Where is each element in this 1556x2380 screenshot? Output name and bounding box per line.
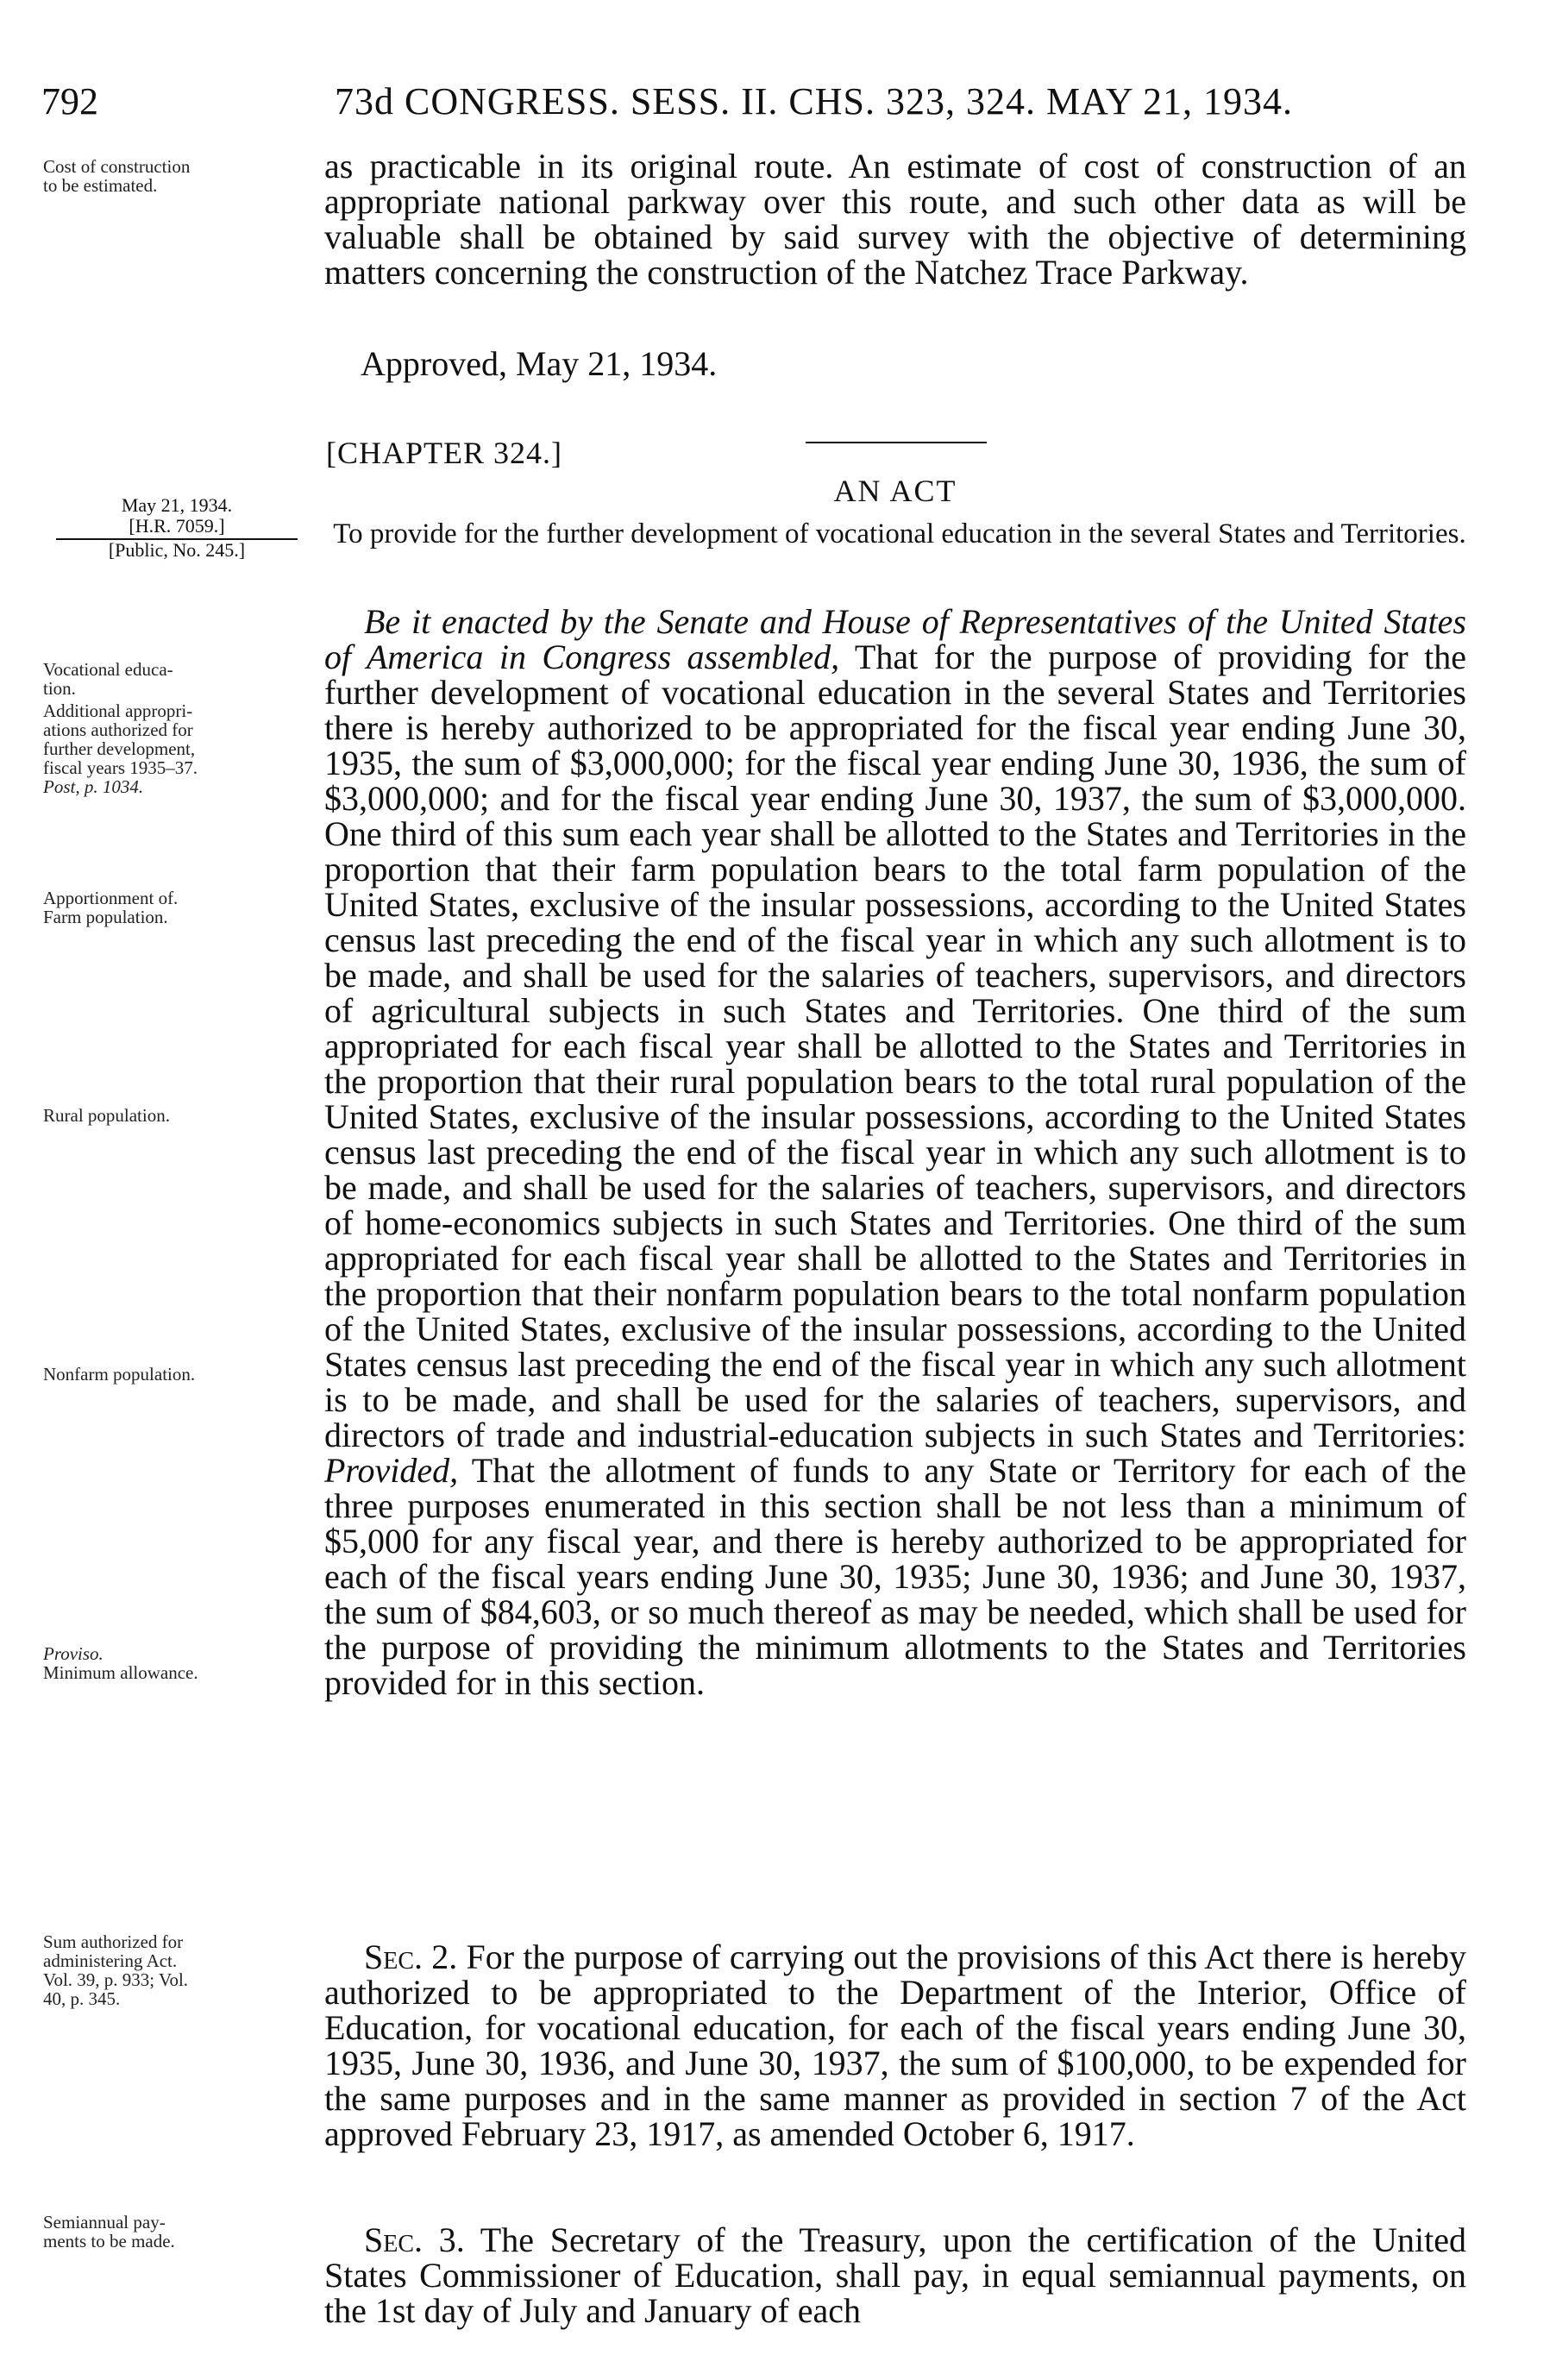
margin-note-nonfarm: Nonfarm population.: [43, 1364, 196, 1385]
page-header: [41, 76, 1465, 128]
section-3-label: Sec. 3.: [364, 2220, 465, 2259]
margin-note-semiannual: Semiannual pay- ments to be made.: [43, 2212, 175, 2251]
act-title: AN ACT: [833, 474, 957, 508]
proviso-text: That the allotment of funds to any State or Territory for each of the three purposes enumerated in this section shall be not less than a minimum of $5,000 for any fiscal year, and there is hereby authorized to be appropriated for each of the fiscal years ending June 30, 1935; June 30, 1936; and June 30, 1937, the sum of $84,603, or so much thereof as may be needed, which shall be used for the purpose of providing the minimum allotments to the States and Territories provided for in this section.: [324, 1451, 1466, 1702]
margin-note-cost: Cost of construction to be estimated.: [43, 156, 191, 196]
section-3: [324, 2222, 1466, 2328]
section-2-label: Sec. 2.: [364, 1937, 458, 1976]
running-head: 73d CONGRESS. SESS. II. CHS. 323, 324. MAY 21, 1934.: [335, 80, 1294, 122]
section-1-text: That for the purpose of providing for the further development of vocational education in the several States and Territories there is hereby authorized to be appropriated for the fiscal year ending June 30, 1935, the sum of $3,000,000; for the fiscal year ending June 30, 1936, the sum of $3,000,000; and for the fiscal year ending June 30, 1937, the sum of $3,000,000. One third of this sum each year shall be allotted to the States and Territories in the proportion that their farm population bears to the total farm population of the United States, exclusive of the insular possessions, according to the United States census last preceding the end of the fiscal year in which any such allotment is to be made, and shall be used for the salaries of teachers, supervisors, and directors of agricultural subjects in such States and Territories. One third of the sum appropriated for each fiscal year shall be allotted to the States and Territories in the proportion that their rural population bears to the total rural population of the United States, exclusive of the insular possessions, according to the United States census last preceding the end of the fiscal year in which any such allotment is to be made, and shall be used for the salaries of teachers, supervisors, and directors of home-economics subjects in such States and Territories. One third of the sum appropriated for each fiscal year shall be allotted to the States and Territories in the proportion that their nonfarm population bears to the total nonfarm population of the United States, exclusive of the insular possessions, according to the United States census last preceding the end of the fiscal year in which any such allotment is to be made, and shall be used for the salaries of teachers, supervisors, and directors of trade and industrial-education subjects in such States and Territories:: [324, 637, 1466, 1454]
section-1: [324, 604, 1466, 1700]
margin-note-vocational: Vocational educa- tion.: [43, 659, 173, 699]
section-2: [324, 1939, 1466, 2151]
opening-paragraph: as practicable in its original route. An estimate of cost of construction of an appropriate national parkway over this route, and such other data as will be valuable shall be obtained by said survey with the objective of determining matters concerning the construction of the Natchez Trace Parkway.: [324, 147, 1466, 292]
margin-note-minimum: Minimum allowance.: [43, 1662, 198, 1683]
approved-line: Approved, May 21, 1934.: [361, 344, 718, 383]
section-rule: [806, 442, 987, 443]
margin-note-sum-authorized: Sum authorized for administering Act. Vol. 39, p. 933; Vol. 40, p. 345.: [43, 1931, 189, 2009]
margin-note-rural: Rural population.: [43, 1105, 170, 1126]
cross-reference-post: Post, p. 1034.: [43, 776, 144, 797]
section-2-text: For the purpose of carrying out the provisions of this Act there is hereby authorized to be appropriated to the Department of the Interior, Office of Education, for vocational education, for each of the fiscal years ending June 30, 1935, June 30, 1936, and June 30, 1937, the sum of $100,000, to be expended for the same purposes and in the same manner as provided in section 7 of the Act approved February 23, 1917, as amended October 6, 1917.: [324, 1937, 1467, 2153]
margin-note-additional: Additional appropri- ations authorized for further development, fiscal years 1935–37. Post, p. 1034.: [43, 701, 319, 796]
legislative-history: [35, 495, 319, 561]
margin-note-proviso: Proviso. Minimum allowance.: [43, 1644, 319, 1682]
page-number: 792: [41, 80, 98, 122]
public-law-number: [Public, No. 245.]: [108, 539, 246, 561]
section-3-text: The Secretary of the Treasury, upon the certification of the United States Commissioner of Education, shall pay, in equal semiannual payments, on the 1st day of July and January of each: [324, 2220, 1467, 2330]
bill-number: [H.R. 7059.]: [129, 515, 225, 537]
enacting-clause: Be it enacted by the Senate and House of Representatives of the United States of America in Congress assembled,: [324, 602, 1466, 676]
chapter-heading: [CHAPTER 324.]: [326, 436, 562, 470]
margin-note-apportionment: Apportionment of. Farm population.: [43, 888, 179, 927]
proviso-word: Provided,: [324, 1451, 459, 1490]
act-purpose: To provide for the further development of vocational education in the several States and Territories.: [333, 518, 1466, 549]
act-date: May 21, 1934.: [121, 494, 233, 516]
